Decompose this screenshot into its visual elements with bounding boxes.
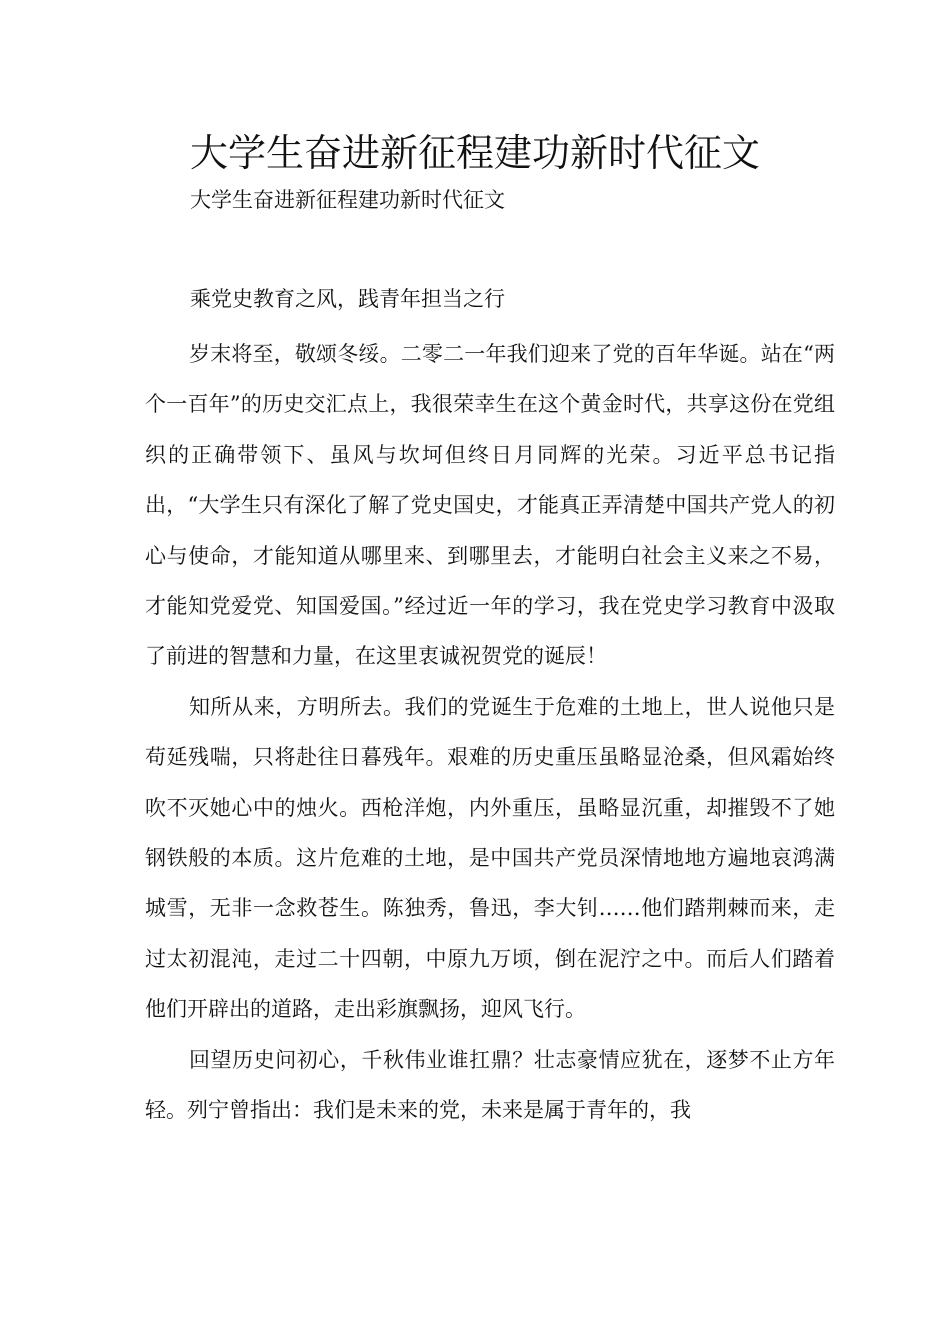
document-title: 大学生奋进新征程建功新时代征文 [190,131,761,175]
paragraph-1: 岁末将至，敬颂冬绥。二零二一年我们迎来了党的百年华诞。站在“两个一百年”的历史交汇点上，我很荣幸生在这个黄金时代，共享这份在党组织的正确带领下、虽风与坎坷但终日月同辉的光荣。习近平总书记指出，“大学生只有深化了解了党史国史，才能真正弄清楚中国共产党人的初心与使命，才能知道从哪里来、到哪里去，才能明白社会主义来之不易，才能知党爱党、知国爱国。”经过近一年的学习，我在党史学习教育中汲取了前进的智慧和力量，在这里衷诚祝贺党的诞辰！ [145,342,835,669]
section-heading: 乘党史教育之风，践青年担当之行 [190,287,505,311]
body-text [145,329,835,1136]
document-subtitle: 大学生奋进新征程建功新时代征文 [190,188,505,212]
paragraph-3: 回望历史问初心，千秋伟业谁扛鼎？壮志豪情应犹在，逐梦不止方年轻。列宁曾指出：我们是未来的党，未来是属于青年的，我 [145,1047,835,1123]
paragraph-2: 知所从来，方明所去。我们的党诞生于危难的土地上，世人说他只是苟延残喘，只将赴往日暮残年。艰难的历史重压虽略显沧桑，但风霜始终吹不灭她心中的烛火。西枪洋炮，内外重压，虽略显沉重，却摧毁不了她钢铁般的本质。这片危难的土地，是中国共产党员深情地地方遍地哀鸿满城雪，无非一念救苍生。陈独秀，鲁迅，李大钊……他们踏荆棘而来，走过太初混沌，走过二十四朝，中原九万顷，倒在泥泞之中。而后人们踏着他们开辟出的道路，走出彩旗飘扬，迎风飞行。 [145,694,835,1022]
